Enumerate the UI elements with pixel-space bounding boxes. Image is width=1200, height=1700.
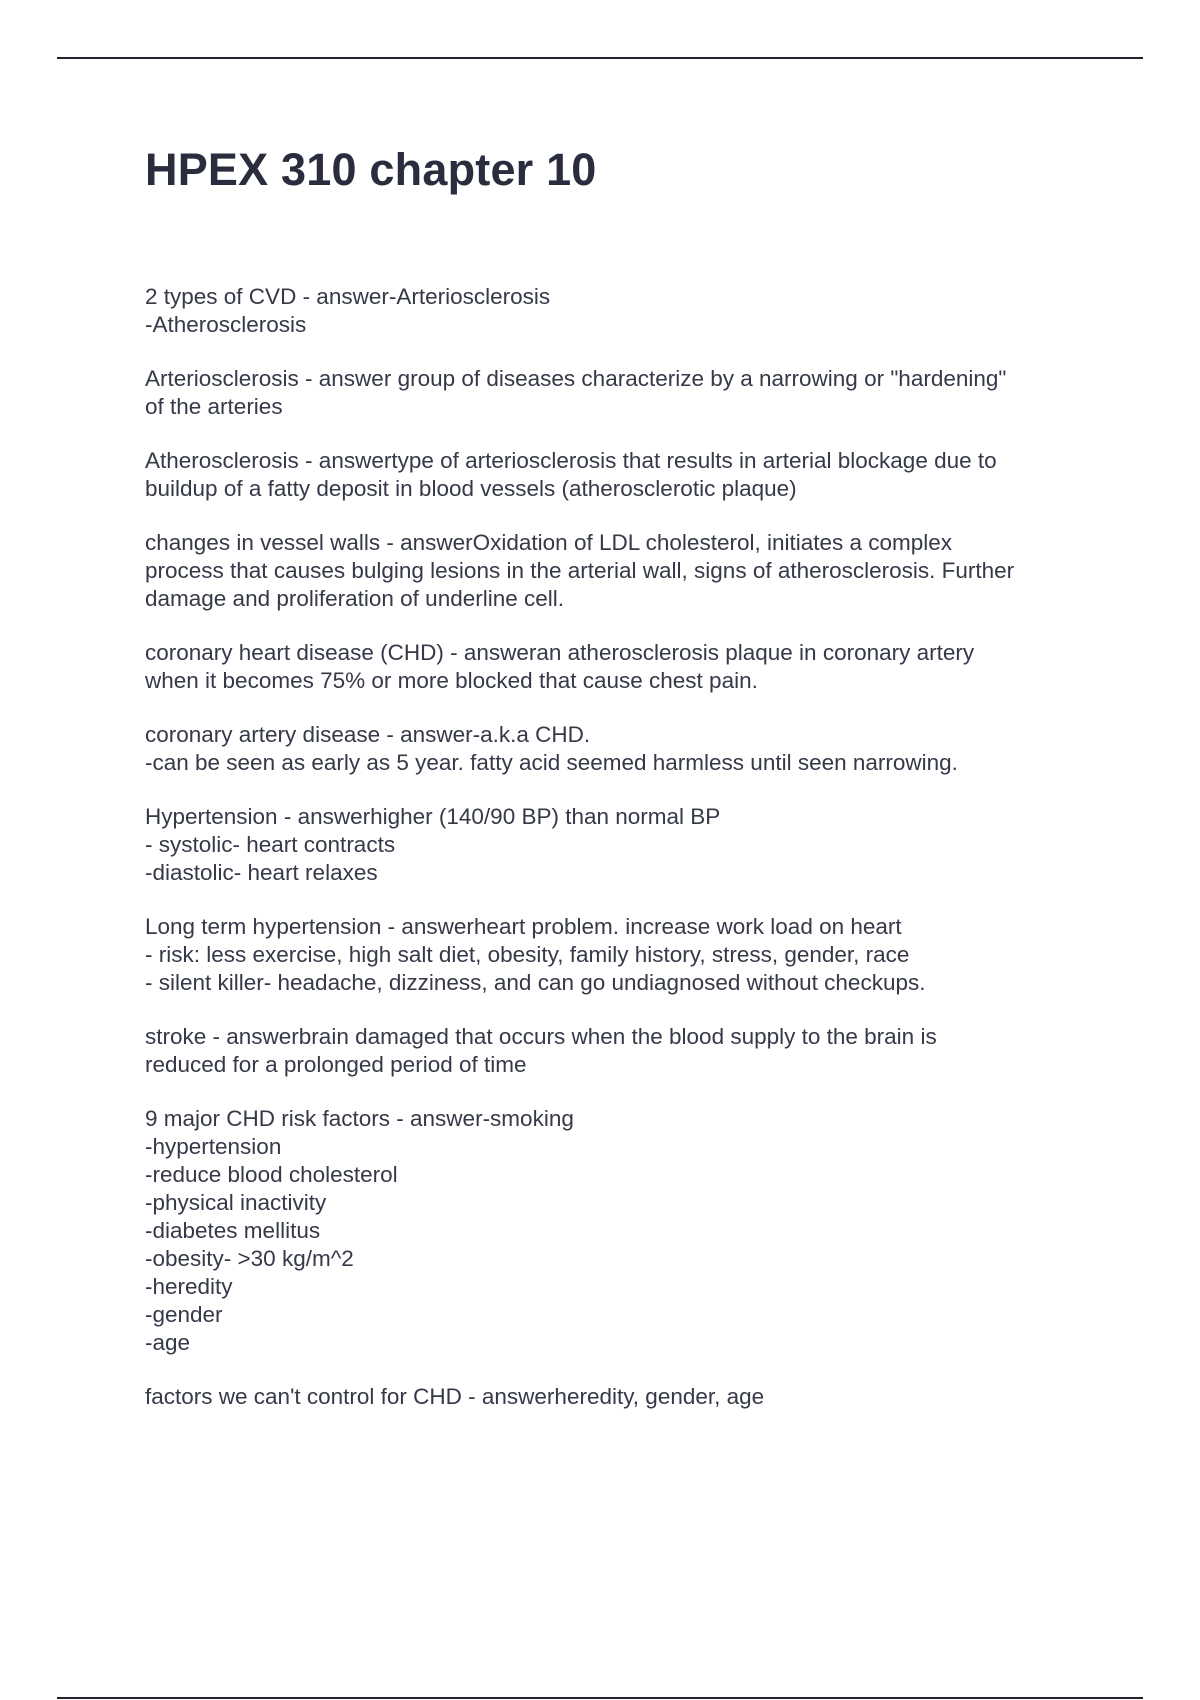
entry-line: -physical inactivity: [145, 1190, 327, 1215]
entry-line: damage and proliferation of underline cell.: [145, 586, 565, 611]
entry-line: 2 types of CVD - answer-Arteriosclerosis: [145, 284, 551, 309]
entry-line: -can be seen as early as 5 year. fatty acid seemed harmless until seen narrowing.: [145, 750, 958, 775]
entry-line: when it becomes 75% or more blocked that cause chest pain.: [145, 668, 758, 693]
flashcard-entry: [145, 1383, 1085, 1411]
entry-line: of the arteries: [145, 394, 283, 419]
entry-line: Atherosclerosis - answertype of arteriosclerosis that results in arterial blockage due to: [145, 448, 997, 473]
flashcard-entry: [145, 721, 1085, 777]
entry-line: -obesity- >30 kg/m^2: [145, 1246, 354, 1271]
entry-line: buildup of a fatty deposit in blood vessels (atherosclerotic plaque): [145, 476, 797, 501]
flashcard-entry: [145, 803, 1085, 887]
flashcard-entry: [145, 639, 1085, 695]
entry-line: -age: [145, 1330, 191, 1355]
entry-line: Hypertension - answerhigher (140/90 BP) than normal BP: [145, 804, 721, 829]
entry-line: changes in vessel walls - answerOxidation of LDL cholesterol, initiates a complex: [145, 530, 953, 555]
flashcard-entry: [145, 365, 1085, 421]
flashcard-entry: [145, 283, 1085, 339]
page-title: HPEX 310 chapter 10: [145, 144, 597, 195]
entry-line: -hypertension: [145, 1134, 282, 1159]
entry-line: coronary heart disease (CHD) - answeran atherosclerosis plaque in coronary artery: [145, 640, 975, 665]
entry-line: -diabetes mellitus: [145, 1218, 321, 1243]
entry-line: -heredity: [145, 1274, 233, 1299]
bottom-rule: [57, 1697, 1143, 1699]
entry-line: -gender: [145, 1302, 223, 1327]
entry-line: - silent killer- headache, dizziness, and can go undiagnosed without checkups.: [145, 970, 926, 995]
entry-line: -Atherosclerosis: [145, 312, 307, 337]
flashcard-list: [145, 283, 1085, 1437]
entry-line: coronary artery disease - answer-a.k.a CHD.: [145, 722, 591, 747]
flashcard-entry: [145, 447, 1085, 503]
entry-line: stroke - answerbrain damaged that occurs when the blood supply to the brain is: [145, 1024, 937, 1049]
flashcard-entry: [145, 1023, 1085, 1079]
flashcard-entry: [145, 529, 1085, 613]
entry-line: 9 major CHD risk factors - answer-smoking: [145, 1106, 574, 1131]
flashcard-entry: [145, 913, 1085, 997]
entry-line: process that causes bulging lesions in the arterial wall, signs of atherosclerosis. Further: [145, 558, 1015, 583]
flashcard-entry: [145, 1105, 1085, 1357]
entry-line: -diastolic- heart relaxes: [145, 860, 378, 885]
entry-line: -reduce blood cholesterol: [145, 1162, 398, 1187]
entry-line: - systolic- heart contracts: [145, 832, 396, 857]
entry-line: Long term hypertension - answerheart problem. increase work load on heart: [145, 914, 902, 939]
entry-line: reduced for a prolonged period of time: [145, 1052, 527, 1077]
entry-line: - risk: less exercise, high salt diet, obesity, family history, stress, gender, race: [145, 942, 910, 967]
top-rule: [57, 57, 1143, 59]
entry-line: factors we can't control for CHD - answerheredity, gender, age: [145, 1384, 765, 1409]
entry-line: Arteriosclerosis - answer group of diseases characterize by a narrowing or "hardening": [145, 366, 1007, 391]
